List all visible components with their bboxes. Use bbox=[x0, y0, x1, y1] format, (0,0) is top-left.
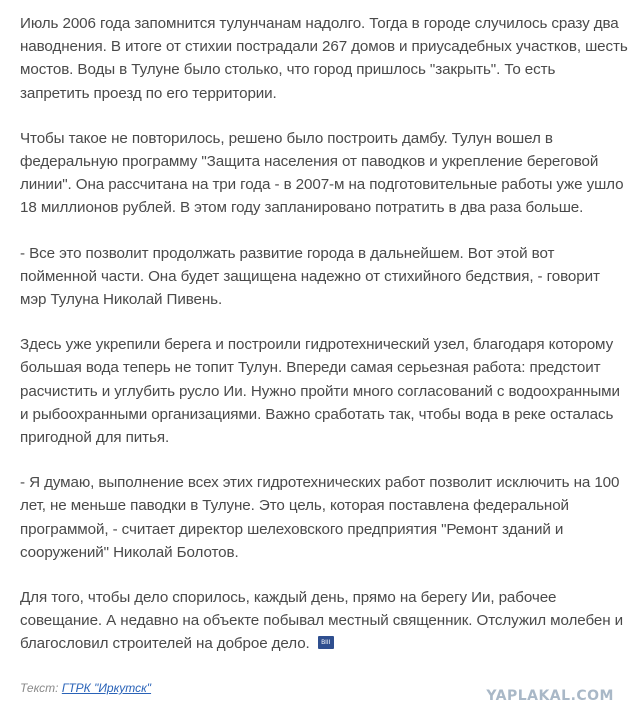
paragraph-6-container bbox=[20, 586, 628, 656]
credit-source-link[interactable]: ГТРК "Иркутск" bbox=[61, 681, 152, 695]
paragraph-3: - Все это позволит продолжать развитие города в дальнейшем. Вот этой вот пойменной части. Она будет защищена надежно от стихийного бедствия, - говорит мэр Тулуна Николай Пивень. bbox=[20, 244, 600, 309]
text-credit bbox=[20, 681, 151, 695]
source-badge-icon[interactable]: BIII bbox=[318, 636, 334, 649]
paragraph-4: Здесь уже укрепили берега и построили гидротехнический узел, благодаря которому большая вода теперь не топит Тулун. Впереди самая серьезная работа: предстоит расчистить и углубить русло Ии. Нужно пройти много согласований с водоохранными и рыбоохранными организациями. Важно сработать так, чтобы вода в реке осталась пригодной для питья. bbox=[20, 336, 620, 447]
site-watermark: YAPLAKAL.COM bbox=[486, 688, 614, 704]
credit-prefix: Текст: bbox=[20, 681, 62, 695]
paragraph-5: - Я думаю, выполнение всех этих гидротехнических работ позволит исключить на 100 лет, не меньше паводки в Тулуне. Это цель, которая поставлена федеральной программой, - считает директор шелеховского предприятия "Ремонт зданий и сооружений" Николай Болотов. bbox=[20, 474, 620, 561]
paragraph-2: Чтобы такое не повторилось, решено было построить дамбу. Тулун вошел в федеральную программу "Защита населения от паводков и укрепление береговой линии". Она рассчитана на три года - в 2007-м на подготовительные работы уже ушло 18 миллионов рублей. В этом году запланировано потратить в два раза больше. bbox=[20, 129, 624, 217]
paragraph-1: Июль 2006 года запомнится тулунчанам надолго. Тогда в городе случилось сразу два наводнения. В итоге от стихии пострадали 267 домов и приусадебных участков, шесть мостов. Воды в Тулуне было столько, что город пришлось "закрыть". То есть запретить проезд по его территории. bbox=[20, 15, 628, 102]
article-body bbox=[20, 12, 628, 678]
paragraph-6: Для того, чтобы дело спорилось, каждый день, прямо на берегу Ии, рабочее совещание. А недавно на объекте побывал местный священник. Отслужил молебен и благословил строителей на доброе дело. bbox=[20, 589, 624, 653]
